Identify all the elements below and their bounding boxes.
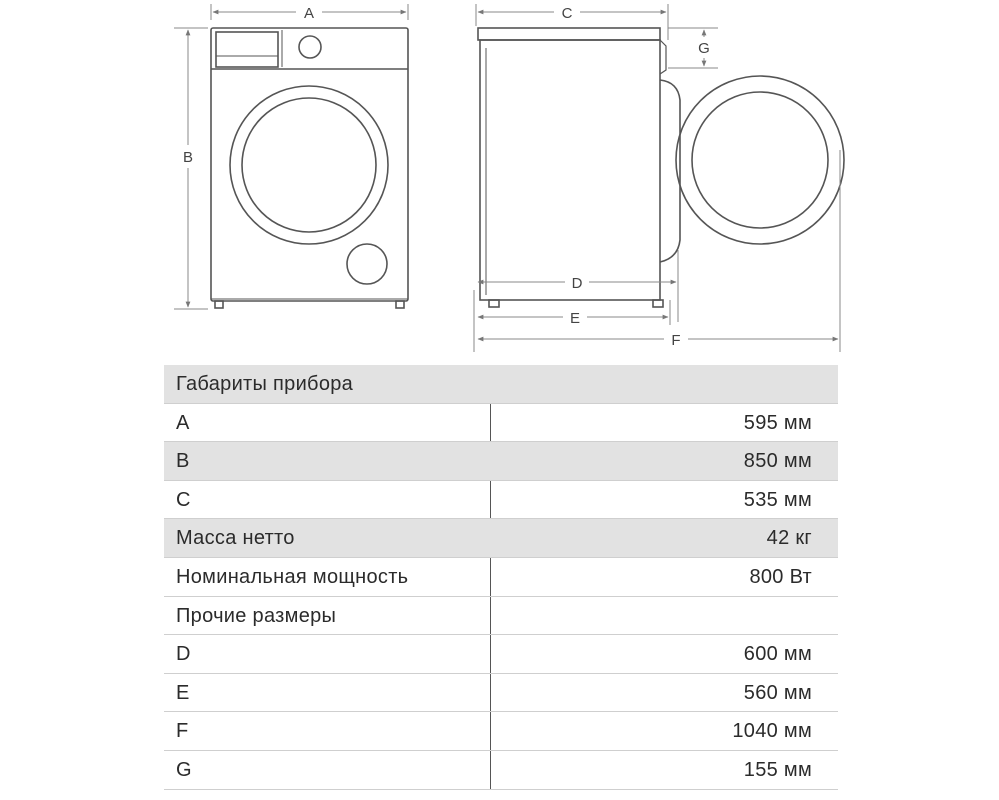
row-value: 800 Вт	[749, 565, 812, 588]
door-glass	[242, 98, 376, 232]
row-label: G	[176, 758, 192, 781]
row-value: 560 мм	[743, 681, 812, 704]
row-label: E	[176, 681, 190, 704]
table-row-d	[164, 635, 838, 674]
dimension-g-label: G	[698, 40, 710, 57]
specifications-table	[164, 365, 838, 790]
side-foot-right	[653, 300, 663, 307]
table-row-rated-power	[164, 558, 838, 597]
dimension-d-label: D	[571, 275, 583, 292]
row-label: Прочие размеры	[176, 604, 337, 627]
open-door-outer	[676, 76, 844, 244]
dimension-a-label: A	[303, 5, 315, 22]
door-outer	[230, 86, 388, 244]
table-row-b	[164, 442, 838, 481]
dimension-f-label: F	[671, 332, 681, 349]
program-knob	[299, 36, 321, 58]
table-row-c	[164, 481, 838, 520]
dimension-c-label: C	[561, 5, 573, 22]
row-value: 850 мм	[743, 450, 812, 473]
filter-cover	[347, 244, 387, 284]
table-row-dimensions-header	[164, 365, 838, 404]
open-door-inner	[692, 92, 828, 228]
table-row-a	[164, 404, 838, 443]
front-foot-left	[215, 301, 223, 308]
dimension-b	[174, 28, 208, 309]
side-view	[478, 28, 680, 307]
dimension-g	[668, 28, 718, 68]
row-label: D	[176, 643, 191, 666]
open-door	[676, 76, 844, 244]
row-value: 155 мм	[743, 758, 812, 781]
row-value: 1040 мм	[732, 720, 812, 743]
washing-machine-dimension-drawing	[0, 0, 999, 360]
row-label: C	[176, 488, 191, 511]
table-row-g	[164, 751, 838, 790]
table-row-net-weight	[164, 519, 838, 558]
row-value: 42 кг	[766, 527, 812, 550]
row-label: Масса нетто	[176, 527, 295, 550]
row-value: 595 мм	[743, 411, 812, 434]
front-view	[211, 28, 408, 308]
table-row-e	[164, 674, 838, 713]
side-foot-left	[489, 300, 499, 307]
row-label: Габариты прибора	[176, 373, 354, 395]
row-value: 535 мм	[743, 488, 812, 511]
side-body	[480, 40, 660, 300]
front-foot-right	[396, 301, 404, 308]
table-row-other-dimensions-header	[164, 597, 838, 636]
row-label: A	[176, 411, 190, 434]
dimension-f	[478, 150, 840, 352]
dimension-e-label: E	[569, 310, 581, 327]
detergent-drawer	[216, 32, 278, 67]
dimension-b-label: B	[182, 149, 194, 166]
row-label: B	[176, 450, 190, 473]
row-label: Номинальная мощность	[176, 565, 409, 588]
row-value: 600 мм	[743, 643, 812, 666]
table-row-f	[164, 712, 838, 751]
side-top	[478, 28, 660, 40]
row-label: F	[176, 720, 189, 743]
